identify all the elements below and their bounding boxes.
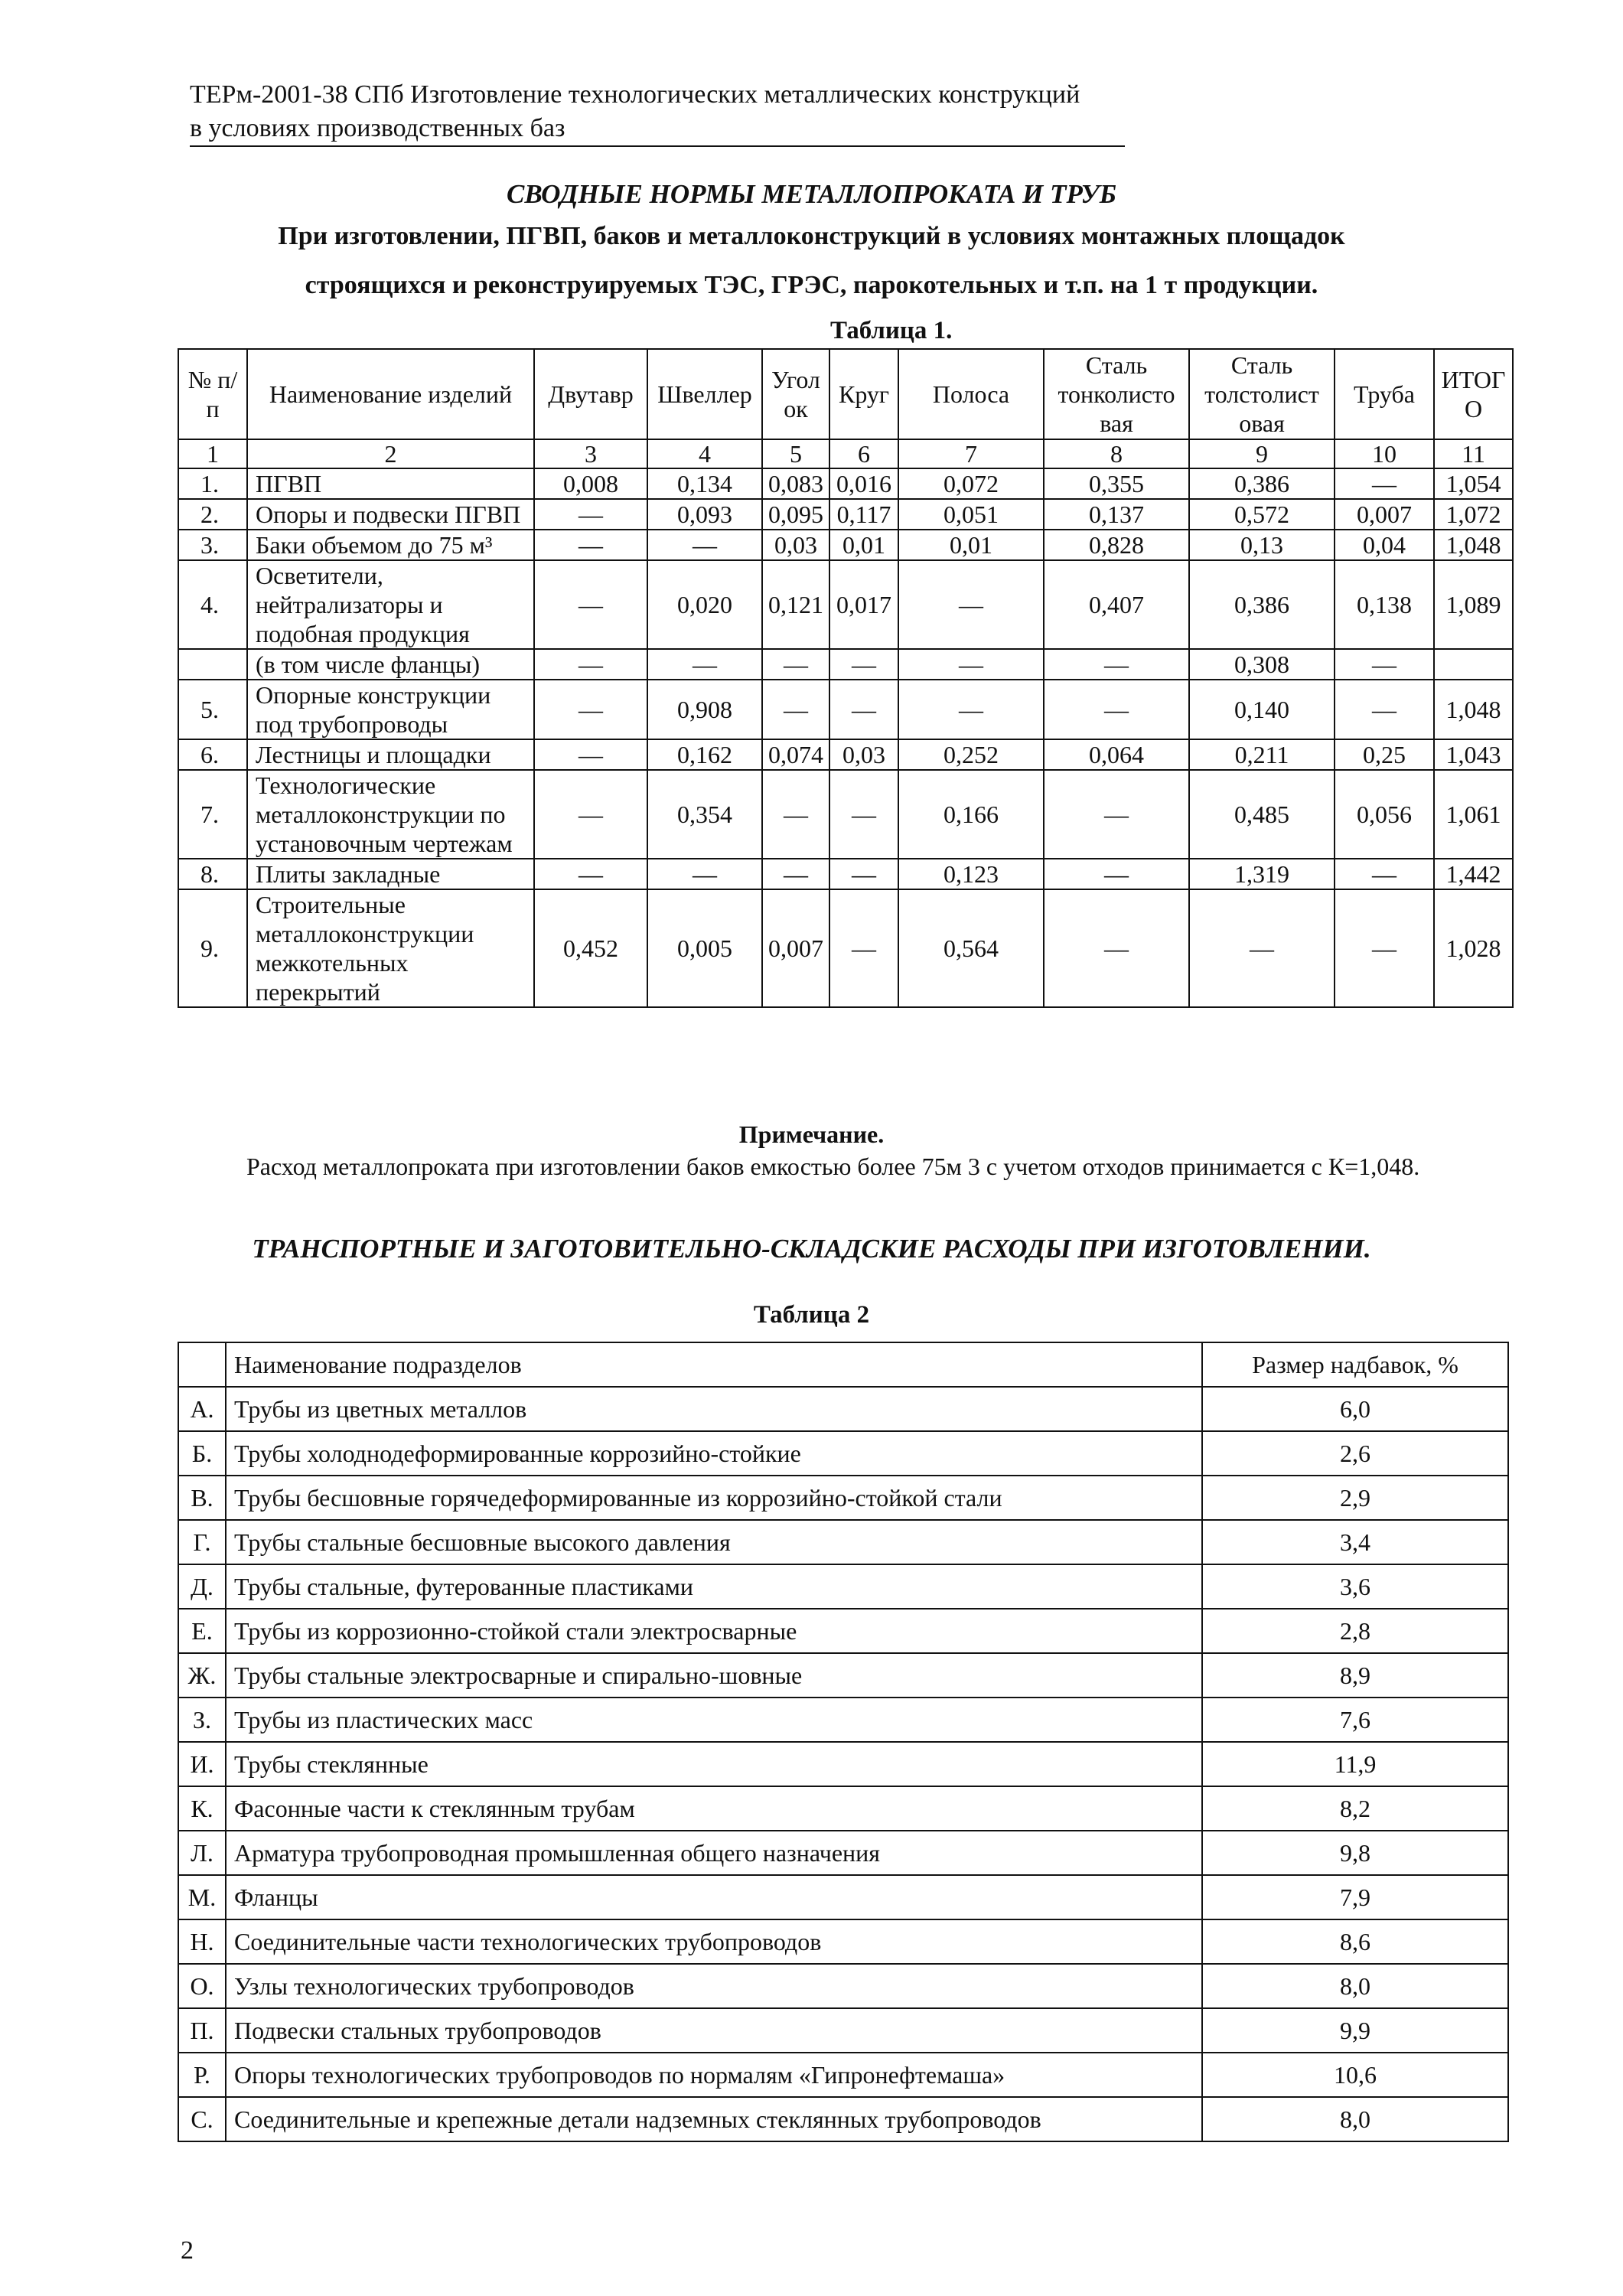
table-row (178, 468, 1513, 499)
column-number: 3 (534, 439, 647, 468)
column-header: Двутавр (534, 349, 647, 439)
table2-caption: Таблица 2 (753, 1301, 870, 1329)
table-cell: Соединительные части технологических трубопроводов (226, 1919, 1202, 1964)
table-cell: 2. (178, 499, 247, 530)
table-cell: 0,03 (829, 739, 898, 770)
table-cell: Баки объемом до 75 м³ (247, 530, 534, 560)
table-cell: 0,485 (1189, 770, 1335, 859)
section2-title: ТРАНСПОРТНЫЕ И ЗАГОТОВИТЕЛЬНО-СКЛАДСКИЕ РАСХОДЫ ПРИ ИЗГОТОВЛЕНИИ. (252, 1234, 1371, 1264)
table-cell: 0,051 (898, 499, 1044, 530)
table-cell: — (1044, 649, 1189, 680)
table-cell: — (762, 649, 829, 680)
table-cell: 0,01 (829, 530, 898, 560)
table-cell: — (898, 680, 1044, 739)
column-header: Круг (829, 349, 898, 439)
table-cell (1434, 649, 1513, 680)
table-cell: Плиты закладные (247, 859, 534, 889)
table-cell: Узлы технологических трубопроводов (226, 1964, 1202, 2008)
table-row (178, 770, 1513, 859)
table-cell: — (829, 859, 898, 889)
table-cell: 0,407 (1044, 560, 1189, 649)
table-cell: Трубы из коррозионно-стойкой стали электросварные (226, 1609, 1202, 1653)
table-cell: 0,137 (1044, 499, 1189, 530)
table-row (178, 859, 1513, 889)
note-title: Примечание. (738, 1120, 885, 1148)
table-cell: — (762, 680, 829, 739)
column-number: 6 (829, 439, 898, 468)
table-cell: 0,355 (1044, 468, 1189, 499)
section1-subtitle-1: При изготовлении, ПГВП, баков и металлоконструкций в условиях монтажных площадок (278, 222, 1345, 250)
table-row (178, 1609, 1508, 1653)
table-cell: 1,048 (1434, 680, 1513, 739)
table-cell: И. (178, 1742, 226, 1786)
table-cell: 0,056 (1335, 770, 1434, 859)
table-cell: — (534, 530, 647, 560)
table-row (178, 560, 1513, 649)
table-cell: Б. (178, 1431, 226, 1476)
table-cell: 8,2 (1202, 1786, 1508, 1831)
table-row (178, 530, 1513, 560)
table-cell: В. (178, 1476, 226, 1520)
table-row (178, 1698, 1508, 1742)
column-header: Наименование подразделов (226, 1342, 1202, 1387)
table-row (178, 649, 1513, 680)
table-cell: Д. (178, 1564, 226, 1609)
table-row (178, 889, 1513, 1007)
table-cell: Р. (178, 2053, 226, 2097)
table-cell: — (1335, 889, 1434, 1007)
table-row (178, 1831, 1508, 1875)
table-row (178, 1786, 1508, 1831)
table-cell: 1,442 (1434, 859, 1513, 889)
column-header (178, 1342, 226, 1387)
table-row (178, 1742, 1508, 1786)
column-number-row (178, 439, 1513, 468)
table-cell: Трубы из пластических масс (226, 1698, 1202, 1742)
table-cell: — (534, 770, 647, 859)
table-cell: Трубы холоднодеформированные коррозийно-стойкие (226, 1431, 1202, 1476)
surcharge-table (178, 1342, 1509, 2142)
table-cell: 0,308 (1189, 649, 1335, 680)
table-cell: Строительные металлоконструкции межкотельных перекрытий (247, 889, 534, 1007)
table-cell: 0,140 (1189, 680, 1335, 739)
table-cell: — (1044, 680, 1189, 739)
table-cell: (в том числе фланцы) (247, 649, 534, 680)
table-cell: — (1044, 889, 1189, 1007)
table-cell: 3,6 (1202, 1564, 1508, 1609)
table-cell: Трубы из цветных металлов (226, 1387, 1202, 1431)
table-cell: 0,074 (762, 739, 829, 770)
table-cell: 1,054 (1434, 468, 1513, 499)
table-cell: 0,252 (898, 739, 1044, 770)
table-cell: Фасонные части к стеклянным трубам (226, 1786, 1202, 1831)
table-cell: 1,319 (1189, 859, 1335, 889)
table-cell: К. (178, 1786, 226, 1831)
table-cell: 0,123 (898, 859, 1044, 889)
table-cell: 0,13 (1189, 530, 1335, 560)
table-row (178, 1653, 1508, 1698)
table-row (178, 2008, 1508, 2053)
table-cell: 4. (178, 560, 247, 649)
table-cell: 0,072 (898, 468, 1044, 499)
table-cell: — (1335, 859, 1434, 889)
section1-subtitle-2: строящихся и реконструируемых ТЭС, ГРЭС, парокотельных и т.п. на 1 т продукции. (305, 271, 1318, 299)
table-cell: 0,828 (1044, 530, 1189, 560)
table-cell: 3. (178, 530, 247, 560)
table-cell: 3,4 (1202, 1520, 1508, 1564)
table-cell: — (1044, 770, 1189, 859)
table-cell: 0,03 (762, 530, 829, 560)
table-cell: М. (178, 1875, 226, 1919)
table-cell: 10,6 (1202, 2053, 1508, 2097)
table-cell: 2,8 (1202, 1609, 1508, 1653)
table-cell: — (829, 770, 898, 859)
table-cell: 0,016 (829, 468, 898, 499)
table-header-row (178, 1342, 1508, 1387)
table-cell: 0,020 (647, 560, 762, 649)
table-cell: — (647, 649, 762, 680)
document-header-line1: ТЕРм-2001-38 СПб Изготовление технологических металлических конструкций (190, 80, 1080, 109)
table-cell: 9. (178, 889, 247, 1007)
column-header: Труба (1335, 349, 1434, 439)
table-header-row (178, 349, 1513, 439)
table-row (178, 2097, 1508, 2141)
column-number: 4 (647, 439, 762, 468)
table-cell: О. (178, 1964, 226, 2008)
table-cell: 1. (178, 468, 247, 499)
norms-table (178, 348, 1514, 1008)
table-cell: 8,6 (1202, 1919, 1508, 1964)
table-cell: 0,572 (1189, 499, 1335, 530)
table-cell: — (829, 889, 898, 1007)
table-cell: 0,564 (898, 889, 1044, 1007)
table-cell: 0,386 (1189, 560, 1335, 649)
table-cell: 0,064 (1044, 739, 1189, 770)
table-cell: 9,8 (1202, 1831, 1508, 1875)
table-cell: Фланцы (226, 1875, 1202, 1919)
table-cell: А. (178, 1387, 226, 1431)
table-cell: 2,6 (1202, 1431, 1508, 1476)
column-number: 9 (1189, 439, 1335, 468)
table-row (178, 739, 1513, 770)
table-row (178, 1919, 1508, 1964)
table-cell: 0,25 (1335, 739, 1434, 770)
table-cell: 0,007 (762, 889, 829, 1007)
table-cell: 7. (178, 770, 247, 859)
table-cell: 6. (178, 739, 247, 770)
table-row (178, 1520, 1508, 1564)
table-cell: П. (178, 2008, 226, 2053)
table-cell: 7,9 (1202, 1875, 1508, 1919)
column-header: ИТОГ О (1434, 349, 1513, 439)
column-number: 5 (762, 439, 829, 468)
table-cell: — (898, 560, 1044, 649)
document-header-line2: в условиях производственных баз (190, 114, 565, 142)
table-cell: — (534, 649, 647, 680)
table-cell: 8,0 (1202, 2097, 1508, 2141)
column-header: Швеллер (647, 349, 762, 439)
table-cell: 0,01 (898, 530, 1044, 560)
column-number: 2 (247, 439, 534, 468)
table-cell: 11,9 (1202, 1742, 1508, 1786)
table-cell: — (534, 680, 647, 739)
column-number: 7 (898, 439, 1044, 468)
table-cell: 0,138 (1335, 560, 1434, 649)
table-cell: Трубы стальные бесшовные высокого давления (226, 1520, 1202, 1564)
page-number: 2 (181, 2236, 194, 2265)
table-cell: С. (178, 2097, 226, 2141)
table-row (178, 1564, 1508, 1609)
column-header: Сталь тонколисто вая (1044, 349, 1189, 439)
column-header: Угол ок (762, 349, 829, 439)
table-cell: — (647, 859, 762, 889)
table-cell: — (1335, 649, 1434, 680)
table-cell: 1,048 (1434, 530, 1513, 560)
table-cell: 6,0 (1202, 1387, 1508, 1431)
table-cell: Г. (178, 1520, 226, 1564)
table-cell: 0,005 (647, 889, 762, 1007)
table-cell: ПГВП (247, 468, 534, 499)
table-cell: 1,089 (1434, 560, 1513, 649)
column-header: Полоса (898, 349, 1044, 439)
table-cell: Н. (178, 1919, 226, 1964)
table-cell: Л. (178, 1831, 226, 1875)
table-cell: Опорные конструкции под трубопроводы (247, 680, 534, 739)
table-cell: 0,083 (762, 468, 829, 499)
header-rule (190, 145, 1125, 147)
table-cell: 1,043 (1434, 739, 1513, 770)
table-cell: З. (178, 1698, 226, 1742)
table-cell: Подвески стальных трубопроводов (226, 2008, 1202, 2053)
column-number: 8 (1044, 439, 1189, 468)
table-cell: 8,9 (1202, 1653, 1508, 1698)
section1-title: СВОДНЫЕ НОРМЫ МЕТАЛЛОПРОКАТА И ТРУБ (507, 179, 1116, 209)
table-cell: Опоры и подвески ПГВП (247, 499, 534, 530)
table-cell: Трубы стальные электросварные и спирально-шовные (226, 1653, 1202, 1698)
table-cell: 0,117 (829, 499, 898, 530)
table-cell: — (1189, 889, 1335, 1007)
table-cell: — (829, 680, 898, 739)
column-header: Размер надбавок, % (1202, 1342, 1508, 1387)
column-header: Наименование изделий (247, 349, 534, 439)
table-cell (178, 649, 247, 680)
table-cell: 2,9 (1202, 1476, 1508, 1520)
table-cell: — (534, 859, 647, 889)
table-cell: 0,354 (647, 770, 762, 859)
table-cell: 1,028 (1434, 889, 1513, 1007)
column-number: 1 (178, 439, 247, 468)
table-row (178, 1875, 1508, 1919)
table-cell: Соединительные и крепежные детали надземных стеклянных трубопроводов (226, 2097, 1202, 2141)
table-cell: Лестницы и площадки (247, 739, 534, 770)
table-cell: — (1335, 680, 1434, 739)
column-header: Сталь толстолист овая (1189, 349, 1335, 439)
table-cell: 0,007 (1335, 499, 1434, 530)
table-cell: 1,072 (1434, 499, 1513, 530)
table-row (178, 680, 1513, 739)
table-cell: 0,386 (1189, 468, 1335, 499)
table-row (178, 2053, 1508, 2097)
table-cell: — (762, 859, 829, 889)
table-cell: — (534, 739, 647, 770)
table-cell: 0,017 (829, 560, 898, 649)
table-cell: Трубы бесшовные горячедеформированные из коррозийно-стойкой стали (226, 1476, 1202, 1520)
table-cell: Арматура трубопроводная промышленная общего назначения (226, 1831, 1202, 1875)
table-cell: 8. (178, 859, 247, 889)
column-header: № п/п (178, 349, 247, 439)
table-cell: — (534, 499, 647, 530)
table-cell: Технологические металлоконструкции по установочным чертежам (247, 770, 534, 859)
table-cell: — (898, 649, 1044, 680)
table-cell: 5. (178, 680, 247, 739)
table-cell: Ж. (178, 1653, 226, 1698)
table-cell: — (762, 770, 829, 859)
table-cell: 0,008 (534, 468, 647, 499)
table-cell: Е. (178, 1609, 226, 1653)
table-cell: 7,6 (1202, 1698, 1508, 1742)
table-cell: Опоры технологических трубопроводов по нормалям «Гипронефтемаша» (226, 2053, 1202, 2097)
table-cell: Осветители, нейтрализаторы и подобная продукция (247, 560, 534, 649)
table-cell: 0,095 (762, 499, 829, 530)
table1-caption: Таблица 1. (830, 317, 953, 344)
table-cell: 0,908 (647, 680, 762, 739)
column-number: 10 (1335, 439, 1434, 468)
table-cell: — (1335, 468, 1434, 499)
table-cell: — (1044, 859, 1189, 889)
table-cell: 9,9 (1202, 2008, 1508, 2053)
table-row (178, 1476, 1508, 1520)
table-cell: 0,134 (647, 468, 762, 499)
table-cell: 0,166 (898, 770, 1044, 859)
table-row (178, 1431, 1508, 1476)
column-number: 11 (1434, 439, 1513, 468)
table-cell: — (647, 530, 762, 560)
table-cell: — (829, 649, 898, 680)
note-text: Расход металлопроката при изготовлении баков емкостью более 75м 3 с учетом отходов принимается с К=1,048. (246, 1153, 1420, 1180)
table-row (178, 499, 1513, 530)
table-cell: 0,211 (1189, 739, 1335, 770)
table-cell: Трубы стальные, футерованные пластиками (226, 1564, 1202, 1609)
table-cell: 0,121 (762, 560, 829, 649)
table-row (178, 1387, 1508, 1431)
table-cell: 8,0 (1202, 1964, 1508, 2008)
table-row (178, 1964, 1508, 2008)
table-cell: 0,093 (647, 499, 762, 530)
table-cell: Трубы стеклянные (226, 1742, 1202, 1786)
table-cell: 0,452 (534, 889, 647, 1007)
table-cell: — (534, 560, 647, 649)
table-cell: 1,061 (1434, 770, 1513, 859)
table-cell: 0,04 (1335, 530, 1434, 560)
table-cell: 0,162 (647, 739, 762, 770)
